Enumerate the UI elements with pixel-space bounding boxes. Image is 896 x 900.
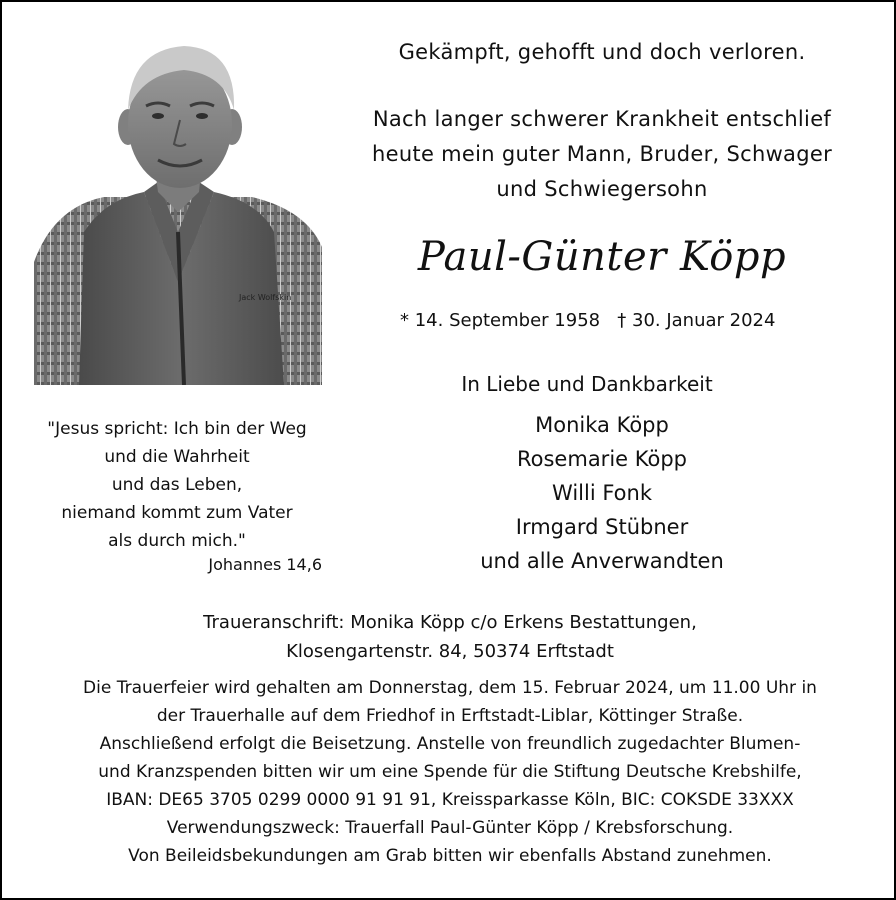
notice-line: Von Beileidsbekundungen am Grab bitten wir ebenfalls Abstand zunehmen. [128,846,772,866]
address-line-1: Traueranschrift: Monika Köpp c/o Erkens Bestattungen, [203,612,697,633]
mourners-intro: In Liebe und Dankbarkeit [461,372,713,396]
mourner-name: Irmgard Stübner [515,515,689,539]
quote-line: niemand kommt zum Vater [61,503,293,523]
notice-line: Verwendungszweck: Trauerfall Paul-Günter Köpp / Krebsforschung. [166,818,734,838]
mourner-name: Monika Köpp [535,413,669,437]
mourner-name: Rosemarie Köpp [517,447,687,471]
header-line-4: und Schwiegersohn [496,177,708,201]
quote-line: als durch mich." [108,531,246,551]
header-line-3: heute mein guter Mann, Bruder, Schwager [371,142,833,166]
bible-quote [32,415,322,555]
notice-line: und Kranzspenden bitten wir um eine Spende für die Stiftung Deutsche Krebshilfe, [98,762,802,782]
notice-line: IBAN: DE65 3705 0299 0000 91 91 91, Kreissparkasse Köln, BIC: COKSDE 33XXX [106,790,794,810]
address-line-2: Klosengartenstr. 84, 50374 Erftstadt [286,641,614,662]
deceased-name: Paul-Günter Köpp [417,234,787,280]
birth-date: * 14. September 1958 [400,310,601,331]
mourner-name: Willi Fonk [552,481,652,505]
notice-line: der Trauerhalle auf dem Friedhof in Erftstadt-Liblar, Köttinger Straße. [156,706,744,726]
mourning-address [42,608,858,666]
quote-reference: Johannes 14,6 [208,555,322,574]
funeral-notice [30,674,870,870]
notice-line: Die Trauerfeier wird gehalten am Donnerstag, dem 15. Februar 2024, um 11.00 Uhr in [83,678,817,698]
mourner-name: und alle Anverwandten [480,549,724,573]
death-date: † 30. Januar 2024 [617,310,776,331]
quote-line: "Jesus spricht: Ich bin der Weg [47,419,307,439]
portrait-illustration [34,32,322,385]
notice-line: Anschließend erfolgt die Beisetzung. Anstelle von freundlich zugedachter Blumen- [99,734,801,754]
header-line-2: Nach langer schwerer Krankheit entschlief [372,107,832,131]
header-text [332,102,872,207]
mourners-list [432,408,772,578]
portrait-photo [34,32,322,385]
header-line-1: Gekämpft, gehofft und doch verloren. [398,40,806,64]
quote-line: und das Leben, [111,475,243,495]
life-dates [400,310,820,331]
quote-line: und die Wahrheit [104,447,250,467]
vest-logo: Jack Wolfskin [239,293,292,302]
